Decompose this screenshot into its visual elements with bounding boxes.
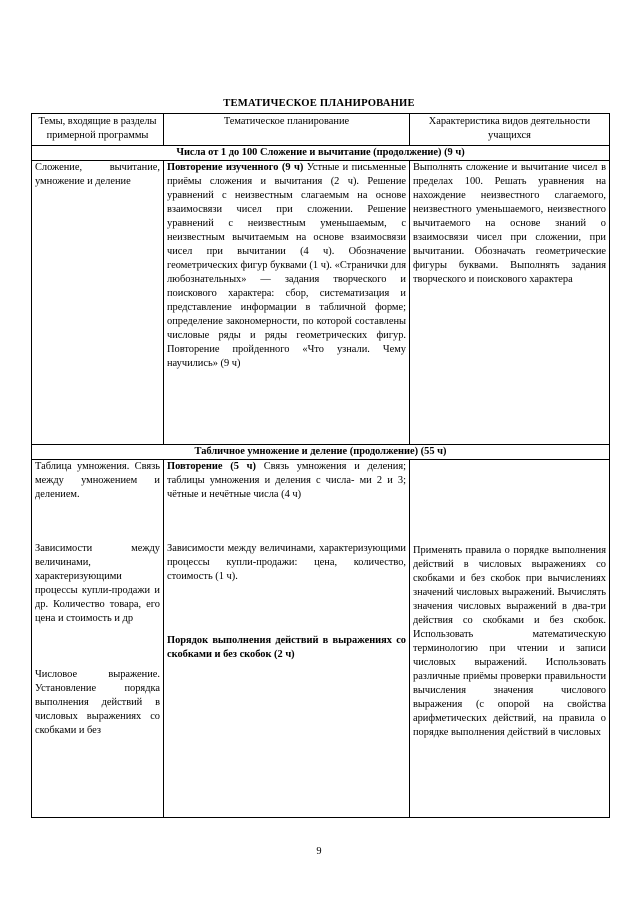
table-row [32, 161, 610, 445]
planning-cell [164, 161, 410, 445]
planning-cell [164, 460, 410, 818]
header-topics: Темы, входящие в разделы примерной программы [32, 114, 164, 146]
topic-text: Зависимости между величинами, характеризующими процессы купли-продажи и др. Количество товара, его цена и стоимость и др [35, 543, 160, 624]
topic-cell [32, 460, 164, 818]
planning-text: Зависимости между величинами, характеризующими процессы купли-продажи: цена, количество, стоимость (1 ч). [167, 543, 406, 582]
topic-cell [32, 161, 164, 445]
topic-text: Числовое выражение. Установление порядка выполнения действий в числовых выражениях со скобками и без [35, 669, 160, 736]
section-row [32, 146, 610, 161]
document-title: ТЕМАТИЧЕСКОЕ ПЛАНИРОВАНИЕ [223, 98, 415, 109]
section-row [32, 445, 610, 460]
planning-heading: Порядок выполнения действий в выражениях со скобками и без скобок (2 ч) [167, 635, 406, 660]
planning-text: Устные и письменные приёмы сложения и вычитания (2 ч). Решение уравнений с неизвестным слагаемым на основе взаимосвязи чисел при сложении. Решение уравнений с неизвестным уменьшаемым, с неизвестным вычитаемым на основе взаимосвязи чисел при вычитании (4 ч). Обозначение геометрических фигур буквами (1 ч). «Странички для любознательных» — задания творческого и поискового характера: сбор, систематизация и представление информации в табличной форме; определение закономерности, по которой составлены числовые ряды и ряды геометрических фигур. Повторение пройденного «Что узнали. Чему научились» (9 ч) [167, 162, 407, 369]
activity-text: Выполнять сложение и вычитание чисел в пределах 100. Решать уравнения на нахождение неизвестного слагаемого, неизвестного уменьшаемого, неизвестного вычитаемого на основе знаний о взаимосвязи чисел при сложении, при вычитании. Обозначать геометрические фигуры буквами. Выполнять задания творческого и поискового характера [413, 162, 606, 285]
topic-text: Сложение, вычитание, умножение и деление [35, 162, 160, 187]
header-planning: Тематическое планирование [164, 114, 410, 146]
planning-text: Связь умножения и деления; таблицы умножения и деления с числа- ми 2 и 3; чётные и нечётные числа (4 ч) [167, 461, 406, 500]
table-header-row [32, 114, 610, 146]
table-row [32, 460, 610, 818]
section-title-1: Числа от 1 до 100 Сложение и вычитание (продолжение) (9 ч) [32, 146, 610, 161]
activity-text: Применять правила о порядке выполнения действий в числовых выражениях со скобками и без скобок при вычислениях значений числовых выражений. Вычислять значения числовых выражений в два-три действия со скобками и без скобок. Использовать математическую терминологию при чтении и записи числовых выражений. Использовать различные приёмы проверки правильности вычисления значения числового выражения (с опорой на свойства арифметических действий, на правила о порядке выполнения действий в числовых [413, 545, 606, 738]
planning-heading: Повторение изученного (9 ч) [167, 162, 304, 173]
activity-cell [410, 460, 610, 818]
activity-cell [410, 161, 610, 445]
topic-text: Таблица умножения. Связь между умножением и делением. [35, 461, 160, 500]
header-activities: Характеристика видов деятельности учащихся [410, 114, 610, 146]
planning-heading: Повторение (5 ч) [167, 461, 256, 472]
page-number: 9 [316, 846, 322, 857]
section-title-2: Табличное умножение и деление (продолжение) (55 ч) [32, 445, 610, 460]
thematic-plan-table [31, 113, 610, 818]
